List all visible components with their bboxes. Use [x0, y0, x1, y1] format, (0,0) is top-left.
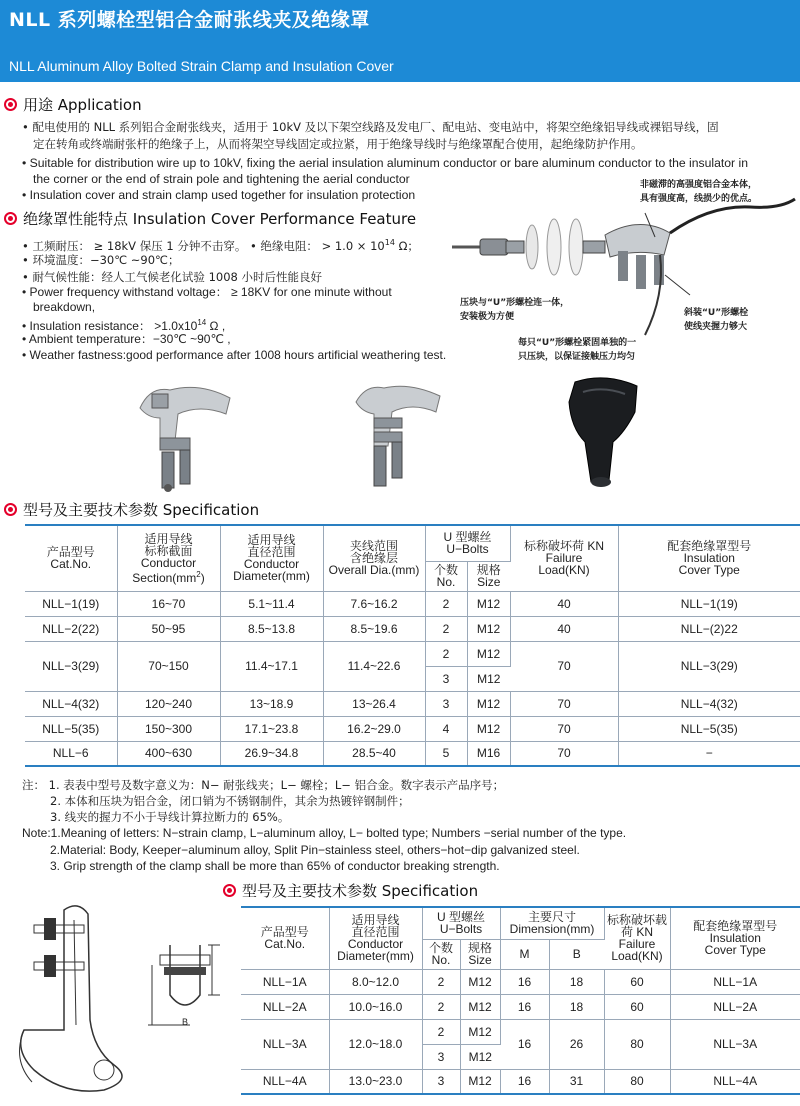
- cell-b: 18: [549, 969, 604, 994]
- cell-diameter: 8.5~13.8: [220, 616, 323, 641]
- cell-no: 3: [425, 666, 467, 691]
- performance-line-2: • 环境温度：−30℃ ~90℃；: [22, 253, 180, 267]
- spec1-table: [25, 524, 800, 767]
- cell-no: 2: [425, 591, 467, 616]
- header-section-en2: [120, 569, 218, 584]
- note-en-1: Note:1.Meaning of letters: N−strain clamp, L−aluminum alloy, L− bolted type; Numbers −serial number of the type.: [22, 826, 627, 840]
- header-overall-en: Overall Dia.(mm): [328, 563, 420, 578]
- header-cover-zh: 配套绝缘罩型号: [667, 539, 752, 554]
- cell-no: 3: [425, 691, 467, 716]
- page-title-zh: NLL 系列螺栓型铝合金耐张线夹及绝缘罩: [9, 9, 370, 31]
- cell-no: 2: [422, 994, 460, 1019]
- cell-section: 150~300: [117, 716, 220, 741]
- cell-no: 3: [422, 1044, 460, 1069]
- callout-ubolt-angle: [684, 306, 748, 334]
- header-overall: [323, 525, 425, 591]
- cell-no: 4: [425, 716, 467, 741]
- section-bullet-icon: [223, 884, 236, 897]
- cell-cover: NLL−4A: [670, 1069, 800, 1094]
- cell-no: 2: [422, 1019, 460, 1044]
- header-load-en2: Load(KN): [611, 949, 663, 964]
- cell-no: 2: [422, 969, 460, 994]
- cell-section: 120~240: [117, 691, 220, 716]
- header-diameter-zh1: 适用导线: [351, 913, 400, 928]
- header-cover-en1: Insulation: [709, 931, 761, 946]
- header-no-zh: 个数: [428, 941, 453, 955]
- exponent: 14: [384, 238, 395, 247]
- header-cat-en: Cat.No.: [264, 937, 306, 952]
- header-cover-en1: Insulation: [683, 551, 735, 566]
- cell-m: 16: [500, 1069, 549, 1094]
- header-load-zh: 标称破坏荷 KN: [523, 539, 604, 554]
- application-heading-text: 用途 Application: [23, 96, 142, 114]
- header-cat-zh: 产品型号: [46, 545, 95, 560]
- cell-size: M12: [467, 591, 510, 616]
- cell-cat: NLL−2(22): [25, 616, 117, 641]
- callout-ubolt-keeper-line-1: 每只“U”形螺栓紧固单独的一: [518, 338, 637, 348]
- cell-cat: NLL−4(32): [25, 691, 117, 716]
- header-diameter-en1: Conductor: [243, 557, 300, 572]
- cell-section: 70~150: [117, 641, 220, 691]
- cell-cover: NLL−2A: [670, 994, 800, 1019]
- header-cover: [670, 907, 800, 969]
- performance-line-3: • 耐气候性能：经人工气候老化试验 1008 小时后性能良好: [22, 270, 323, 284]
- cell-size: M12: [460, 1019, 500, 1044]
- cell-load: 70: [510, 741, 618, 766]
- cell-m: 16: [500, 969, 549, 994]
- cell-cover: NLL−4(32): [618, 691, 800, 716]
- header-size: [467, 561, 510, 591]
- performance-line-4: • Power frequency withstand voltage： ≥ 18KV for one minute without: [22, 285, 392, 299]
- header-diameter-en1: Conductor: [347, 937, 404, 952]
- header-load-en2: Load(KN): [538, 563, 590, 578]
- callout-ubolt-keeper-line-2: 只压块，以保证接触压力均匀: [518, 352, 636, 362]
- performance-heading: [4, 208, 416, 229]
- header-dimension-zh: 主要尺寸: [527, 910, 576, 925]
- application-line-3: • Suitable for distribution wire up to 10kV, fixing the aerial insulation aluminum conductor or bare aluminum conductor to the insulator in: [22, 156, 748, 170]
- performance-line-5: breakdown,: [33, 300, 96, 314]
- cell-b: 26: [549, 1019, 604, 1069]
- cell-cover: NLL−3(29): [618, 641, 800, 691]
- header-size-zh: 规格: [476, 563, 501, 577]
- header-size-en: Size: [477, 575, 501, 589]
- header-section-close: ): [200, 570, 205, 585]
- cell-load: 60: [604, 994, 670, 1019]
- section-bullet-icon: [4, 212, 17, 225]
- table-row: [241, 969, 800, 994]
- cell-diameter: 13.0~23.0: [329, 1069, 422, 1094]
- application-heading: [4, 94, 142, 115]
- cell-size: M12: [467, 691, 510, 716]
- cell-cat: NLL−1A: [241, 969, 329, 994]
- header-size-zh: 规格: [467, 941, 492, 955]
- header-size: [460, 939, 500, 969]
- callout-body-line-1: 非磁滞的高强度铝合金本体，: [640, 180, 758, 190]
- cell-diameter: 17.1~23.8: [220, 716, 323, 741]
- header-no: [425, 561, 467, 591]
- cell-overall: 8.5~19.6: [323, 616, 425, 641]
- cell-b: 18: [549, 994, 604, 1019]
- header-diameter-en2: Diameter(mm): [233, 569, 310, 584]
- header-load-zh2: 荷 KN: [620, 925, 653, 940]
- header-no: [422, 939, 460, 969]
- header-diameter-en2: Diameter(mm): [337, 949, 414, 964]
- cell-diameter: 8.0~12.0: [329, 969, 422, 994]
- header-cover: [618, 525, 800, 591]
- header-ubolts-en: U−Bolts: [439, 922, 483, 937]
- header-section-zh2: 标称截面: [144, 543, 193, 558]
- header-no-en: No.: [436, 575, 456, 589]
- header-cover-zh: 配套绝缘罩型号: [693, 919, 778, 934]
- header-size-en: Size: [468, 953, 492, 967]
- header-ubolts: [422, 907, 500, 939]
- header-cat-zh: 产品型号: [260, 925, 309, 940]
- cell-load: 70: [510, 716, 618, 741]
- cell-section: 400~630: [117, 741, 220, 766]
- cell-diameter: 12.0~18.0: [329, 1019, 422, 1069]
- performance-line-6-b: Ω ,: [206, 319, 226, 333]
- note-en-2: 2.Material: Body, Keeper−aluminum alloy, Split Pin−stainless steel, others−hot−dip galvanized steel.: [50, 843, 580, 857]
- cell-size: M12: [467, 641, 510, 666]
- cell-size: M12: [467, 616, 510, 641]
- section-bullet-icon: [4, 503, 17, 516]
- callout-body: [640, 178, 757, 206]
- cell-section: 16~70: [117, 591, 220, 616]
- cell-b: 31: [549, 1069, 604, 1094]
- cell-cat: NLL−2A: [241, 994, 329, 1019]
- application-line-5: • Insulation cover and strain clamp used together for insulation protection: [22, 188, 416, 202]
- header-ubolts-zh: U 型螺丝: [436, 910, 485, 925]
- performance-line-6-a: • Insulation resistance： >1.0x10: [22, 319, 198, 333]
- table-row: [241, 994, 800, 1019]
- callout-keeper-line-2: 安装极为方便: [460, 312, 515, 322]
- header-dimension-en: Dimension(mm): [509, 922, 595, 937]
- cell-size: M12: [460, 994, 500, 1019]
- header-diameter-zh1: 适用导线: [247, 533, 296, 548]
- title-banner: [0, 0, 800, 82]
- cell-cat: NLL−1(19): [25, 591, 117, 616]
- header-load: [510, 525, 618, 591]
- performance-line-1: [22, 236, 419, 253]
- callout-body-line-2: 具有强度高，线损少的优点。: [640, 194, 758, 204]
- table-row: [25, 591, 800, 616]
- application-line-2: 定在转角或终端耐张杆的绝缘子上，从而将架空导线固定或拉紧，用于绝缘导线时与绝缘罩配合使用，起绝缘防护作用。: [33, 137, 643, 151]
- insulation-cover-photo: [555, 372, 655, 492]
- header-section-unit: Section(mm: [132, 570, 197, 585]
- header-section-zh1: 适用导线: [144, 531, 193, 546]
- cell-cover: NLL−3A: [670, 1019, 800, 1069]
- cell-cat: NLL−3(29): [25, 641, 117, 691]
- cell-size: M12: [460, 1044, 500, 1069]
- callout-ubolt-keeper: [518, 336, 636, 364]
- cell-size: M12: [460, 969, 500, 994]
- cell-m: 16: [500, 1019, 549, 1069]
- cell-diameter: 5.1~11.4: [220, 591, 323, 616]
- cell-load: 80: [604, 1069, 670, 1094]
- cell-load: 40: [510, 616, 618, 641]
- performance-line-1-a: • 工频耐压： ≥ 18kV 保压 1 分钟不击穿。 • 绝缘电阻： > 1.0 × 10: [22, 238, 385, 253]
- header-b: B: [549, 939, 604, 969]
- header-overall-zh2: 含绝缘层: [349, 551, 398, 566]
- header-ubolts-zh: U 型螺丝: [443, 530, 492, 545]
- dimension-label-b: B: [182, 1017, 189, 1027]
- note-en-3: 3. Grip strength of the clamp shall be more than 65% of conductor breaking strength.: [50, 859, 500, 873]
- callout-keeper-line-1: 压块与“U”形螺栓连一体，: [460, 298, 570, 308]
- cell-no: 2: [425, 616, 467, 641]
- cell-cat: NLL−6: [25, 741, 117, 766]
- header-m: M: [500, 939, 549, 969]
- cell-size: M12: [467, 666, 510, 691]
- header-diameter-zh2: 直径范围: [351, 925, 400, 940]
- spec1-heading: [4, 499, 259, 520]
- cell-no: 3: [422, 1069, 460, 1094]
- strain-clamp-photo-2: [348, 378, 448, 493]
- cell-cat: NLL−4A: [241, 1069, 329, 1094]
- cell-overall: 7.6~16.2: [323, 591, 425, 616]
- header-load-zh1: 标称破坏载: [606, 913, 667, 928]
- header-load: [604, 907, 670, 969]
- header-section: [117, 525, 220, 591]
- header-cat: [241, 907, 329, 969]
- cell-overall: 11.4~22.6: [323, 641, 425, 691]
- spec1-heading-text: 型号及主要技术参数 Specification: [23, 501, 260, 519]
- application-line-1: • 配电使用的 NLL 系列铝合金耐张线夹，适用于 10kV 及以下架空线路及发电厂、配电站、变电站中，将架空绝缘铝导线或裸铝导线，固: [22, 120, 719, 134]
- cell-no: 5: [425, 741, 467, 766]
- cell-section: 50~95: [117, 616, 220, 641]
- header-diameter: [329, 907, 422, 969]
- cell-size: M12: [460, 1069, 500, 1094]
- header-dimension: [500, 907, 604, 939]
- spec2-heading-text: 型号及主要技术参数 Specification: [242, 882, 479, 900]
- cell-size: M16: [467, 741, 510, 766]
- cell-overall: 16.2~29.0: [323, 716, 425, 741]
- performance-line-7: • Ambient temperature：−30℃ ~90℃ ,: [22, 332, 231, 346]
- cell-m: 16: [500, 994, 549, 1019]
- cell-load: 70: [510, 691, 618, 716]
- header-diameter: [220, 525, 323, 591]
- callout-ubolt-angle-line-2: 使线夹握力够大: [684, 322, 748, 332]
- table-row: [25, 616, 800, 641]
- exponent: 2: [196, 569, 201, 579]
- note-zh-1: 注： 1. 表表中型号及数字意义为：N− 耐张线夹；L− 螺栓；L− 铝合金。数字表示产品序号；: [22, 778, 505, 792]
- cell-diameter: 13~18.9: [220, 691, 323, 716]
- header-ubolts-en: U−Bolts: [446, 542, 489, 557]
- header-no-zh: 个数: [433, 563, 458, 577]
- header-ubolts: [425, 525, 510, 561]
- cell-cover: NLL−1A: [670, 969, 800, 994]
- cell-diameter: 10.0~16.0: [329, 994, 422, 1019]
- header-cat-en: Cat.No.: [50, 557, 92, 572]
- performance-line-6: [22, 316, 225, 333]
- header-overall-zh1: 夹线范围: [349, 539, 398, 554]
- spec2-heading: [223, 880, 478, 901]
- cell-diameter: 26.9~34.8: [220, 741, 323, 766]
- table-row: [25, 691, 800, 716]
- table-row: [241, 1069, 800, 1094]
- cell-load: 70: [510, 641, 618, 691]
- cell-load: 40: [510, 591, 618, 616]
- cell-size: M12: [467, 716, 510, 741]
- cell-cover: NLL−1(19): [618, 591, 800, 616]
- performance-line-1-b: Ω；: [394, 238, 419, 253]
- cell-diameter: 11.4~17.1: [220, 641, 323, 691]
- header-section-en1: Conductor: [140, 555, 197, 570]
- header-load-en1: Failure: [545, 551, 583, 566]
- header-cover-en2: Cover Type: [704, 943, 766, 958]
- performance-heading-text: 绝缘罩性能特点 Insulation Cover Performance Feature: [23, 210, 417, 228]
- callout-ubolt-angle-line-1: 斜装“U”形螺栓: [684, 308, 749, 318]
- application-line-4: the corner or the end of strain pole and tightening the aerial conductor: [33, 172, 410, 186]
- clamp-side-drawing: [4, 900, 144, 1100]
- note-zh-3: 3. 线夹的握力不小于导线计算拉断力的 65%。: [50, 810, 290, 824]
- cell-overall: 28.5~40: [323, 741, 425, 766]
- header-no-en: No.: [431, 953, 451, 967]
- callout-keeper: [460, 296, 569, 324]
- cell-cover: −: [618, 741, 800, 766]
- table-row: [241, 1019, 800, 1044]
- cell-load: 60: [604, 969, 670, 994]
- table-row: [25, 741, 800, 766]
- page-title-en: NLL Aluminum Alloy Bolted Strain Clamp and Insulation Cover: [9, 58, 394, 74]
- header-diameter-zh2: 直径范围: [247, 545, 296, 560]
- cell-cat: NLL−3A: [241, 1019, 329, 1069]
- exponent: 14: [197, 318, 207, 327]
- table-row: [25, 716, 800, 741]
- header-load-en1: Failure: [618, 937, 656, 952]
- cell-load: 80: [604, 1019, 670, 1069]
- cell-cover: NLL−5(35): [618, 716, 800, 741]
- header-cat: [25, 525, 117, 591]
- cell-cover: NLL−(2)22: [618, 616, 800, 641]
- spec2-table: [241, 906, 800, 1095]
- strain-clamp-photo-1: [130, 378, 240, 493]
- note-zh-2: 2. 本体和压块为铝合金，闭口销为不锈钢制件，其余为热镀锌钢制件；: [50, 794, 410, 808]
- section-bullet-icon: [4, 98, 17, 111]
- header-cover-en2: Cover Type: [678, 563, 740, 578]
- cell-overall: 13~26.4: [323, 691, 425, 716]
- cell-cat: NLL−5(35): [25, 716, 117, 741]
- table-row: [25, 641, 800, 666]
- performance-line-8: • Weather fastness:good performance after 1008 hours artificial weathering test.: [22, 348, 447, 362]
- cell-no: 2: [425, 641, 467, 666]
